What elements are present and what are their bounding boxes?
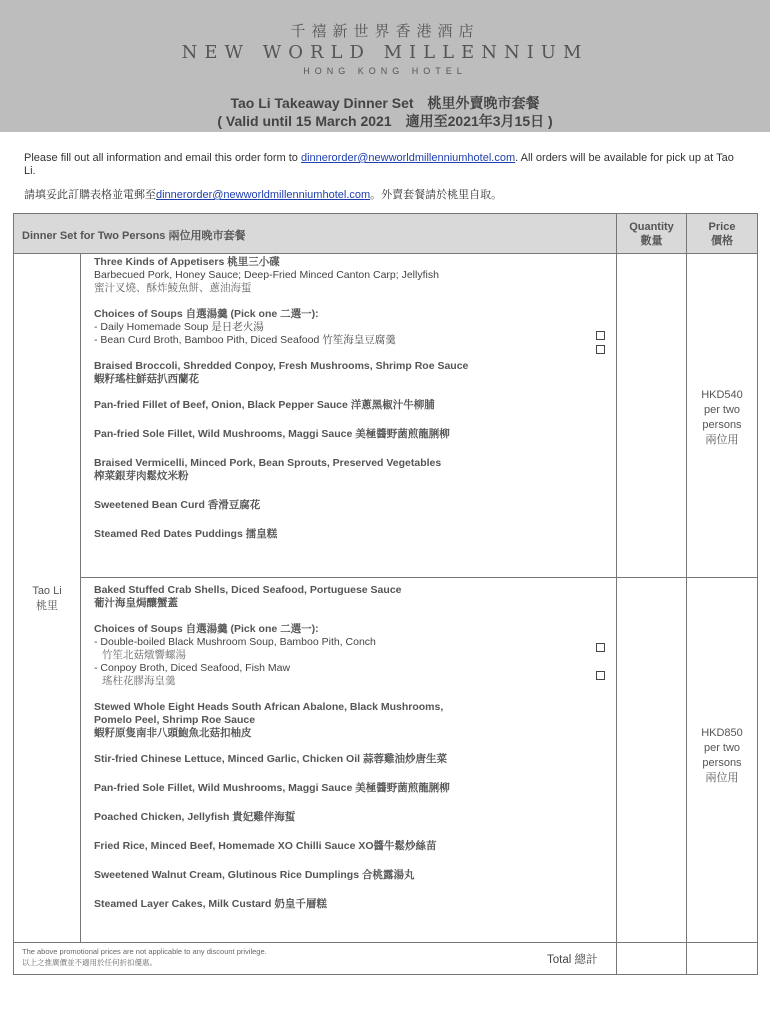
restaurant-name-cn: 桃里	[36, 600, 58, 612]
set1-appetisers	[94, 256, 614, 295]
hotel-logo-chinese: 千禧新世界香港酒店	[290, 22, 480, 40]
page-title: Tao Li Takeaway Dinner Set 桃里外賣晚市套餐	[230, 95, 540, 111]
set1-dish-6	[94, 528, 614, 541]
set2-dish-4	[94, 782, 614, 795]
set2-dish-2	[94, 701, 614, 740]
set2-dish-3	[94, 753, 614, 766]
intro-text-after: . All orders will be available for pick up at Tao Li.	[24, 152, 734, 177]
quantity-column-line	[616, 214, 617, 974]
set1-price-per: per two	[703, 404, 741, 416]
email-link[interactable]: dinnerorder@newworldmillenniumhotel.com	[300, 152, 516, 164]
set1-dish-5	[94, 499, 614, 512]
set2-price-per: per two	[703, 742, 741, 754]
set1-price-cn: 兩位用	[705, 434, 739, 446]
set1-soup-option-2: - Bean Curd Broth, Bamboo Pith, Diced Seafood 竹笙海皇豆腐羹	[94, 334, 396, 346]
set1-dish-3-label: Pan-fried Sole Fillet, Wild Mushrooms, Maggi Sauce 美極醬野菌煎龍脷柳	[94, 428, 450, 440]
set2-dish-5-label: Poached Chicken, Jellyfish 貴妃雞伴海蜇	[94, 811, 296, 823]
validity-line: ( Valid until 15 March 2021 適用至2021年3月15日 )	[217, 113, 553, 129]
set2-soup-option-2-cn: 瑤柱花膠海皇羹	[102, 675, 176, 687]
restaurant-column-line	[80, 253, 81, 942]
total-label: Total 總計	[547, 954, 598, 966]
set-divider	[80, 577, 757, 578]
set2-soup-2-checkbox[interactable]	[596, 671, 605, 680]
set1-dish-6-label: Steamed Red Dates Puddings 擂皇糕	[94, 528, 278, 540]
set1-dish-2	[94, 399, 614, 412]
set2-dish-7	[94, 869, 614, 882]
set2-dish-3-label: Stir-fried Chinese Lettuce, Minced Garlic, Chicken Oil 蒜蓉雞油炒唐生菜	[94, 753, 447, 765]
intro-cn-before: 請填妥此訂購表格並電郵至	[24, 189, 156, 201]
header-quantity-cn: 數量	[640, 235, 663, 247]
set2-soup-1-checkbox[interactable]	[596, 643, 605, 652]
set2-soup-option-2-en: - Conpoy Broth, Diced Seafood, Fish Maw	[94, 662, 291, 674]
set-one-menu	[94, 256, 614, 554]
footer-note-cn: 以上之推廣價並不適用於任何折扣優惠。	[22, 958, 157, 967]
header-quantity-cell	[617, 214, 686, 253]
set1-dish-1-en: Braised Broccoli, Shredded Conpoy, Fresh Mushrooms, Shrimp Roe Sauce	[94, 360, 469, 372]
set2-price-persons: persons	[702, 757, 742, 769]
order-table	[13, 213, 758, 975]
restaurant-name-en: Tao Li	[32, 585, 62, 597]
header-divider	[14, 253, 757, 254]
set-two-menu	[94, 584, 614, 924]
set1-dish-4-cn: 榨菜銀芽肉鬆炆米粉	[94, 470, 189, 482]
set1-soup-option-1: - Daily Homemade Soup 是日老火湯	[94, 321, 264, 333]
total-price-field[interactable]	[688, 944, 756, 972]
set2-dish-6-label: Fried Rice, Minced Beef, Homemade XO Chilli Sauce XO醬牛鬆炒絲苗	[94, 840, 437, 852]
set1-dish-4-en: Braised Vermicelli, Minced Pork, Bean Sprouts, Preserved Vegetables	[94, 457, 442, 469]
set1-appetisers-en: Barbecued Pork, Honey Sauce; Deep-Fried Minced Canton Carp; Jellyfish	[94, 269, 439, 281]
set1-dish-3	[94, 428, 614, 441]
set2-dish-8	[94, 898, 614, 911]
set2-soup-title: Choices of Soups 自選湯羹 (Pick one 二選一):	[94, 623, 319, 635]
set2-dish-2-cn: 蝦籽原隻南非八頭鮑魚北菇扣柚皮	[94, 727, 252, 739]
set2-soups	[94, 623, 614, 688]
set1-soup-2-checkbox[interactable]	[596, 345, 605, 354]
header-price-cn: 價格	[711, 235, 733, 247]
header-banner	[0, 0, 770, 132]
set2-price-amount: HKD850	[701, 727, 743, 739]
price-column-line	[686, 214, 687, 974]
set2-dish-2-en2: Pomelo Peel, Shrimp Roe Sauce	[94, 714, 256, 726]
set2-dish-4-label: Pan-fried Sole Fillet, Wild Mushrooms, Maggi Sauce 美極醬野菌煎龍脷柳	[94, 782, 450, 794]
footer-divider	[14, 942, 757, 943]
header-quantity-en: Quantity	[629, 221, 674, 233]
intro-text-before: Please fill out all information and email this order form to	[24, 152, 301, 164]
set1-soup-1-checkbox[interactable]	[596, 331, 605, 340]
set1-price-amount: HKD540	[701, 389, 743, 401]
set1-soup-title: Choices of Soups 自選湯羹 (Pick one 二選一):	[94, 308, 319, 320]
header-price-cell	[687, 214, 757, 253]
set1-price-persons: persons	[702, 419, 742, 431]
set2-dish-1	[94, 584, 614, 610]
set1-dish-1-cn: 蝦籽瑤柱鮮菇扒西蘭花	[94, 373, 199, 385]
header-item-label: Dinner Set for Two Persons 兩位用晚市套餐	[22, 230, 246, 242]
intro-cn-after: 。外賣套餐請於桃里自取。	[370, 189, 503, 201]
intro-chinese	[24, 186, 748, 202]
set1-dish-2-label: Pan-fried Fillet of Beef, Onion, Black Pepper Sauce 洋蔥黑椒汁牛柳脯	[94, 399, 435, 411]
set2-dish-2-en1: Stewed Whole Eight Heads South African Abalone, Black Mushrooms,	[94, 701, 444, 713]
header-price-en: Price	[708, 221, 736, 233]
header-item-cell	[14, 214, 616, 253]
email-link-cn[interactable]: dinnerorder@newworldmillenniumhotel.com	[156, 189, 371, 201]
set1-soups	[94, 308, 614, 347]
set2-dish-1-en: Baked Stuffed Crab Shells, Diced Seafood, Portuguese Sauce	[94, 584, 402, 596]
set2-price-cn: 兩位用	[705, 772, 739, 784]
set1-dish-5-label: Sweetened Bean Curd 香滑豆腐花	[94, 499, 261, 511]
set2-dish-6	[94, 840, 614, 853]
intro-english	[24, 152, 748, 178]
set1-appetisers-title: Three Kinds of Appetisers 桃里三小碟	[94, 256, 280, 268]
set1-dish-1	[94, 360, 614, 386]
total-quantity-field[interactable]	[618, 944, 685, 972]
set2-soup-option-1-cn: 竹笙北菇燉響螺湯	[102, 649, 186, 661]
set2-dish-8-label: Steamed Layer Cakes, Milk Custard 奶皇千層糕	[94, 898, 327, 910]
set1-appetisers-cn: 蜜汁叉燒、酥炸鯪魚餅、蔥油海蜇	[94, 282, 252, 294]
set2-dish-5	[94, 811, 614, 824]
hotel-logo-subtitle: HONG KONG HOTEL	[303, 66, 467, 76]
hotel-logo-english: NEW WORLD MILLENNIUM	[181, 42, 589, 63]
footer-note-en: The above promotional prices are not applicable to any discount privilege.	[22, 947, 267, 956]
set2-dish-1-cn: 葡汁海皇焗釀蟹蓋	[94, 597, 178, 609]
set2-soup-option-1-en: - Double-boiled Black Mushroom Soup, Bamboo Pith, Conch	[94, 636, 376, 648]
set1-dish-4	[94, 457, 614, 483]
set2-dish-7-label: Sweetened Walnut Cream, Glutinous Rice Dumplings 合桃露湯丸	[94, 869, 415, 881]
